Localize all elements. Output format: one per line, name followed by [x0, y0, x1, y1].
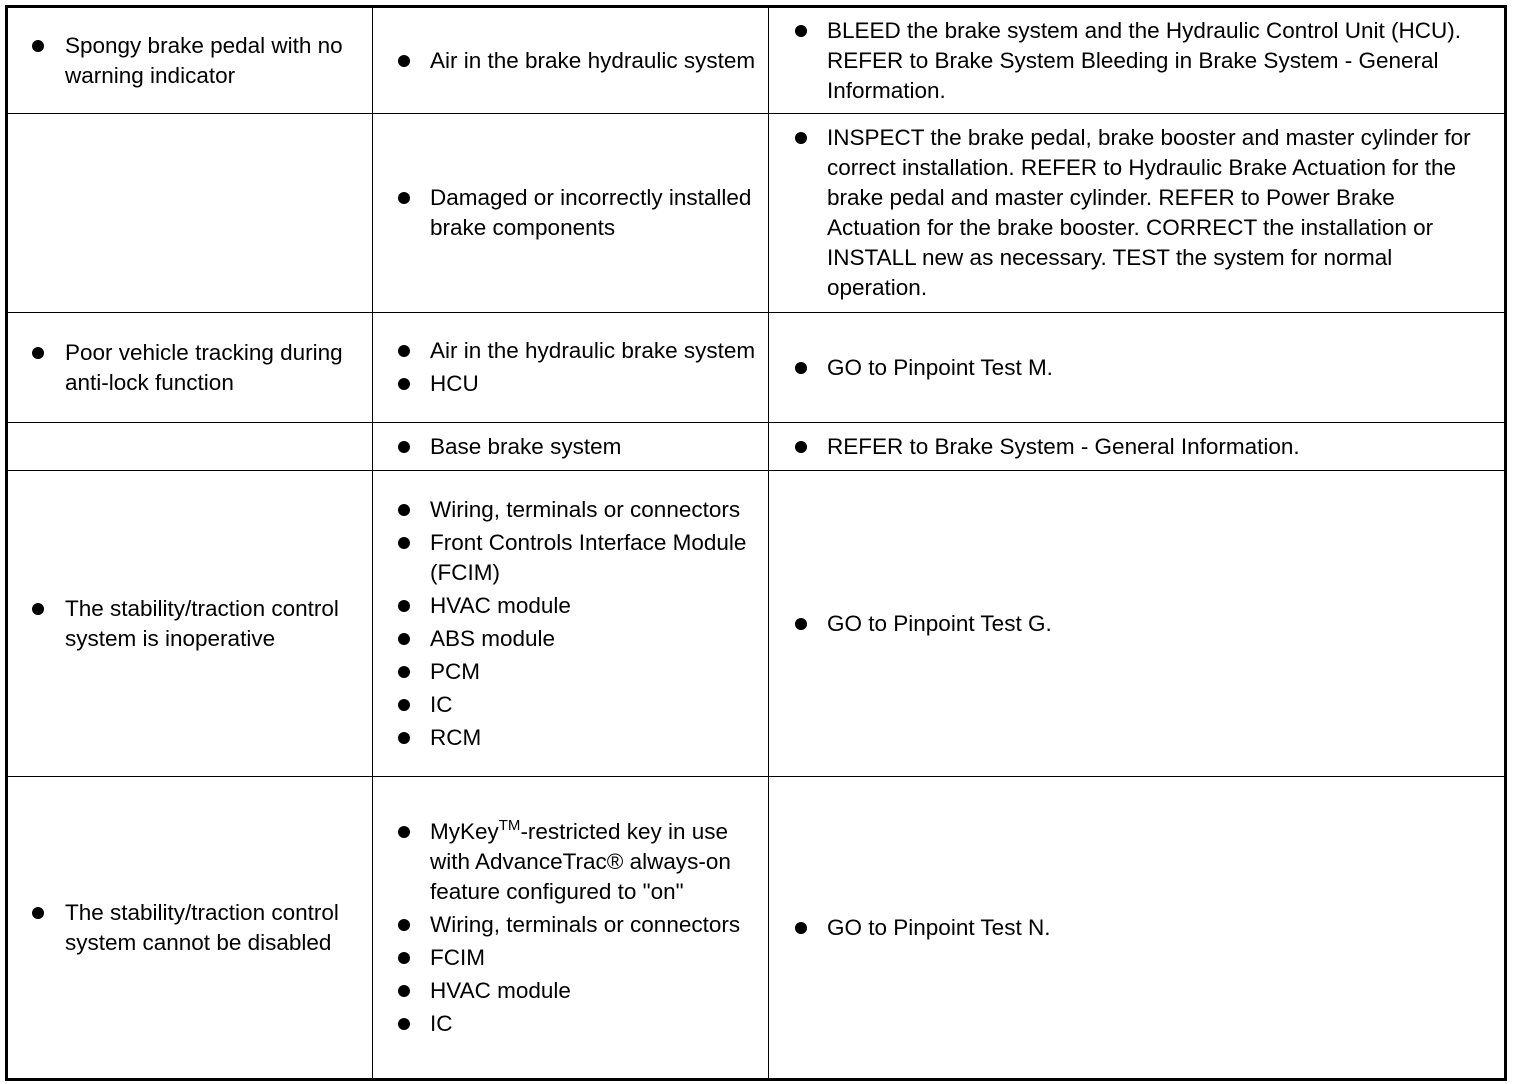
- cause-item-text: IC: [430, 691, 453, 717]
- cause-item: [373, 46, 768, 76]
- cause-item-text: Air in the brake hydraulic system: [430, 47, 756, 73]
- bullet-list: [769, 353, 1504, 383]
- bullet-icon: [398, 378, 410, 390]
- condition-item: [8, 594, 372, 654]
- cause-item: [373, 624, 768, 654]
- action-item: [769, 123, 1504, 303]
- bullet-icon: [398, 441, 410, 453]
- bullet-icon: [398, 666, 410, 678]
- cause-item: [373, 943, 768, 973]
- condition-cell: [7, 423, 373, 471]
- action-cell: [769, 313, 1506, 423]
- bullet-icon: [398, 633, 410, 645]
- cause-cell: [373, 114, 769, 313]
- cause-item: [373, 976, 768, 1006]
- cause-item: [373, 432, 768, 462]
- bullet-icon: [398, 192, 410, 204]
- bullet-list: [769, 609, 1504, 639]
- condition-item: [8, 338, 372, 398]
- condition-item: [8, 31, 372, 91]
- cause-item-text: Base brake system: [430, 433, 622, 459]
- bullet-list: [373, 183, 768, 243]
- cause-item: [373, 723, 768, 753]
- cause-item-text: PCM: [430, 658, 480, 684]
- bullet-list: [373, 495, 768, 753]
- bullet-icon: [795, 362, 807, 374]
- condition-item-text: Poor vehicle tracking during anti-lock function: [65, 339, 343, 395]
- cause-item: [373, 183, 768, 243]
- action-item-text: GO to Pinpoint Test M.: [827, 354, 1053, 380]
- cause-item-text: IC: [430, 1010, 453, 1036]
- cause-item: [373, 528, 768, 588]
- bullet-icon: [398, 699, 410, 711]
- cause-item: [373, 690, 768, 720]
- cause-item-text: FCIM: [430, 944, 485, 970]
- table-row: [7, 313, 1506, 423]
- action-cell: [769, 114, 1506, 313]
- bullet-icon: [398, 919, 410, 931]
- cause-item-text: ABS module: [430, 625, 556, 651]
- condition-cell: [7, 777, 373, 1080]
- cause-item-text: HVAC module: [430, 977, 571, 1003]
- cause-item: [373, 817, 768, 907]
- bullet-icon: [32, 907, 44, 919]
- action-item-text: GO to Pinpoint Test N.: [827, 914, 1051, 940]
- bullet-icon: [795, 25, 807, 37]
- action-item: [769, 16, 1504, 106]
- table-row: [7, 471, 1506, 777]
- cause-item: [373, 910, 768, 940]
- condition-cell: [7, 471, 373, 777]
- action-item-text: GO to Pinpoint Test G.: [827, 610, 1052, 636]
- condition-cell: [7, 114, 373, 313]
- bullet-icon: [32, 603, 44, 615]
- cause-item-text: Wiring, terminals or connectors: [430, 496, 741, 522]
- bullet-list: [8, 31, 372, 91]
- cause-item-text: RCM: [430, 724, 482, 750]
- table-row: [7, 777, 1506, 1080]
- mykey-name: MyKey: [430, 818, 499, 844]
- table-row: [7, 114, 1506, 313]
- cause-item-text: Damaged or incorrectly installed brake components: [430, 185, 752, 240]
- cause-item-text: Air in the hydraulic brake system: [430, 338, 756, 363]
- condition-cell: [7, 313, 373, 423]
- condition-item-text: The stability/traction control system cannot be disabled: [65, 899, 339, 955]
- bullet-icon: [795, 618, 807, 630]
- cause-item: [373, 495, 768, 525]
- action-item-text: BLEED the brake system and the Hydraulic Control Unit (HCU). REFER to Brake System Bleeding in Brake System - General Information.: [827, 17, 1461, 103]
- cause-cell: [373, 777, 769, 1080]
- cause-item: [373, 657, 768, 687]
- table-row: [7, 7, 1506, 114]
- condition-item-text: Spongy brake pedal with no warning indicator: [65, 32, 343, 88]
- action-item: [769, 609, 1504, 639]
- cause-item: [373, 1009, 768, 1039]
- bullet-icon: [795, 132, 807, 144]
- cause-item-text: Wiring, terminals or connectors: [430, 911, 741, 937]
- bullet-icon: [398, 55, 410, 67]
- action-cell: [769, 471, 1506, 777]
- bullet-icon: [398, 732, 410, 744]
- condition-item-text: The stability/traction control system is inoperative: [65, 595, 339, 651]
- bullet-list: [373, 46, 768, 76]
- action-cell: [769, 423, 1506, 471]
- cause-item-text: Front Controls Interface Module (FCIM): [430, 529, 747, 585]
- table-row: [7, 423, 1506, 471]
- bullet-list: [373, 817, 768, 1039]
- cause-cell: [373, 423, 769, 471]
- bullet-list: [769, 913, 1504, 943]
- bullet-icon: [795, 922, 807, 934]
- bullet-icon: [398, 952, 410, 964]
- cause-cell: [373, 7, 769, 114]
- action-item: [769, 353, 1504, 383]
- bullet-list: [769, 16, 1504, 106]
- table-body: [7, 7, 1506, 1080]
- mykey-description: -restricted key in use with AdvanceTrac® always-on feature configured to "on": [430, 818, 731, 904]
- action-item: [769, 432, 1504, 462]
- bullet-list: [373, 336, 768, 399]
- bullet-icon: [398, 504, 410, 516]
- cause-item: [373, 591, 768, 621]
- bullet-icon: [398, 345, 410, 357]
- bullet-icon: [32, 347, 44, 359]
- cause-cell: [373, 471, 769, 777]
- action-cell: [769, 7, 1506, 114]
- condition-cell: [7, 7, 373, 114]
- bullet-list: [373, 432, 768, 462]
- cause-item: [373, 336, 768, 366]
- action-item-text: REFER to Brake System - General Information.: [827, 433, 1300, 459]
- action-cell: [769, 777, 1506, 1080]
- bullet-icon: [398, 826, 410, 838]
- bullet-icon: [398, 537, 410, 549]
- bullet-icon: [795, 441, 807, 453]
- bullet-icon: [398, 985, 410, 997]
- bullet-list: [8, 898, 372, 958]
- bullet-list: [8, 338, 372, 398]
- diagnosis-table: [5, 5, 1507, 1081]
- bullet-icon: [398, 600, 410, 612]
- cause-item-text: HVAC module: [430, 592, 571, 618]
- action-item-text: INSPECT the brake pedal, brake booster and master cylinder for correct installation. REFER to Hydraulic Brake Actuation for the brake pedal and master cylinder. REFER to Power Brake Actuation for the brake booster. CORRECT the installation or INSTALL new as necessary. TEST the system for normal operation.: [827, 125, 1471, 300]
- bullet-list: [769, 432, 1504, 462]
- condition-item: [8, 898, 372, 958]
- cause-item: [373, 369, 768, 399]
- trademark-mark: TM: [498, 816, 521, 834]
- cause-cell: [373, 313, 769, 423]
- bullet-list: [8, 594, 372, 654]
- bullet-icon: [398, 1018, 410, 1030]
- bullet-list: [769, 123, 1504, 303]
- action-item: [769, 913, 1504, 943]
- bullet-icon: [32, 40, 44, 52]
- cause-item-text: HCU: [430, 371, 479, 396]
